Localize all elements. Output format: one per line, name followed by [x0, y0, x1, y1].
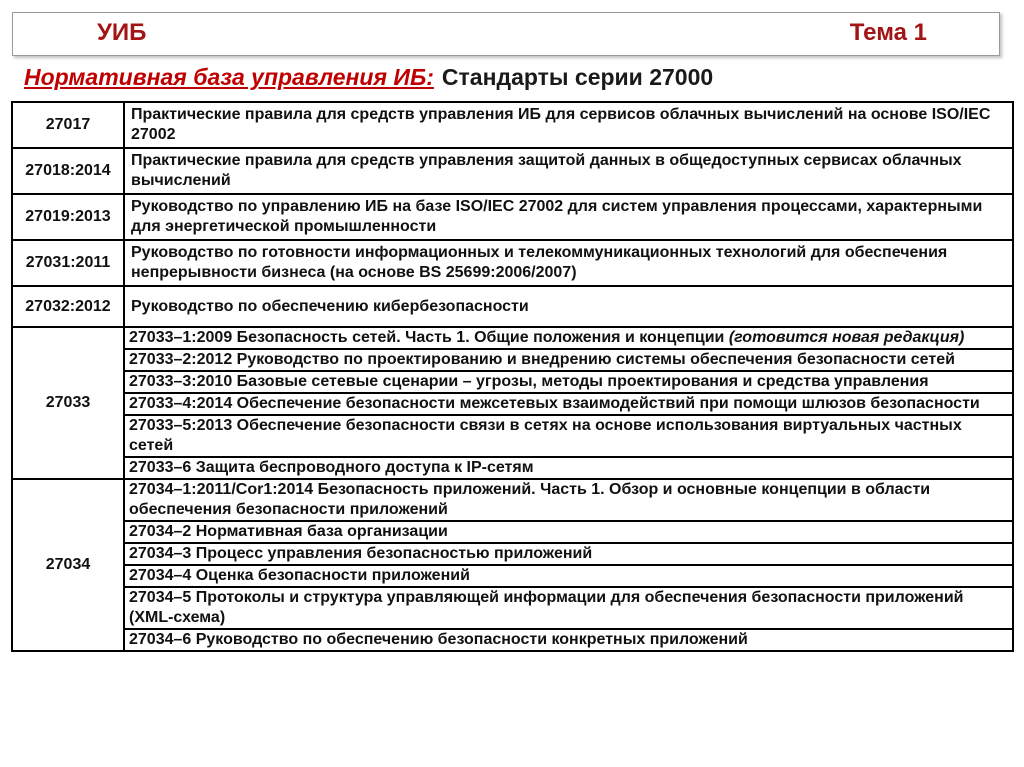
list-item — [125, 480, 1012, 521]
standard-description: Руководство по готовности информационных и телекоммуникационных технологий для обеспечения непрерывности бизнеса (на основе BS 25699:2006/2007) — [124, 240, 1013, 286]
table-row — [12, 102, 1013, 148]
substandard-text: 27034–1:2011/Cor1:2014 Безопасность приложений. Часть 1. Обзор и основные концепции в области обеспечения безопасности приложений — [125, 480, 1012, 521]
standard-code: 27019:2013 — [12, 194, 124, 240]
substandard-text: 27033–6 Защита беспроводного доступа к IP-сетям — [129, 459, 534, 476]
table-row-group-27033 — [12, 327, 1013, 479]
list-item — [125, 587, 1012, 629]
substandard-text: 27034–5 Протоколы и структура управляющей информации для обеспечения безопасности приложений (XML-схема) — [125, 587, 1012, 629]
standard-description: Руководство по управлению ИБ на базе ISO/IEC 27002 для систем управления процессами, характерными для энергетической промышленности — [124, 194, 1013, 240]
substandard-text: 27034–3 Процесс управления безопасностью приложений — [125, 543, 1012, 565]
standard-code: 27031:2011 — [12, 240, 124, 286]
standard-code: 27017 — [12, 102, 124, 148]
standards-table — [11, 101, 1014, 652]
substandard-text: 27034–2 Нормативная база организации — [125, 521, 1012, 543]
list-item — [125, 457, 1012, 478]
standard-code: 27032:2012 — [12, 286, 124, 327]
list-item — [125, 629, 1012, 650]
table-row — [12, 240, 1013, 286]
table-row — [12, 286, 1013, 327]
page-title — [24, 64, 713, 91]
standard-description: Практические правила для средств управления защитой данных в общедоступных сервисах облачных вычислений — [124, 148, 1013, 194]
standard-code: 27033 — [12, 327, 124, 479]
header-right-label: Тема 1 — [849, 19, 927, 46]
list-item — [125, 415, 1012, 457]
substandard-text: 27034–6 Руководство по обеспечению безопасности конкретных приложений — [129, 631, 748, 648]
table-row — [12, 194, 1013, 240]
substandard-text: 27033–4:2014 Обеспечение безопасности межсетевых взаимодействий при помощи шлюзов безопасности — [125, 393, 1012, 415]
table-row — [12, 148, 1013, 194]
header-left-label: УИБ — [97, 19, 147, 46]
list-item — [125, 543, 1012, 565]
list-item — [125, 393, 1012, 415]
list-item — [125, 371, 1012, 393]
substandards-27034 — [125, 480, 1012, 650]
standard-description: Практические правила для средств управления ИБ для сервисов облачных вычислений на основе ISO/IEC 27002 — [124, 102, 1013, 148]
substandard-text: 27033–2:2012 Руководство по проектированию и внедрению системы обеспечения безопасности сетей — [125, 349, 1012, 371]
substandard-text: 27033–1:2009 Безопасность сетей. Часть 1. Общие положения и концепции — [129, 329, 729, 346]
list-item — [125, 349, 1012, 371]
header-bar — [12, 12, 1000, 56]
standard-code: 27034 — [12, 479, 124, 651]
standard-code: 27018:2014 — [12, 148, 124, 194]
standard-description: Руководство по обеспечению кибербезопасности — [124, 286, 1013, 327]
title-red-part: Нормативная база управления ИБ: — [24, 64, 434, 90]
list-item — [125, 521, 1012, 543]
substandard-text: 27034–4 Оценка безопасности приложений — [125, 565, 1012, 587]
substandard-text: 27033–5:2013 Обеспечение безопасности связи в сетях на основе использования виртуальных частных сетей — [125, 415, 1012, 457]
substandard-text: 27033–3:2010 Базовые сетевые сценарии – угрозы, методы проектирования и средства управления — [125, 371, 1012, 393]
substandards-27033 — [125, 328, 1012, 478]
table-row-group-27034 — [12, 479, 1013, 651]
list-item — [125, 565, 1012, 587]
substandard-note: (готовится новая редакция) — [728, 329, 965, 346]
list-item — [125, 328, 1012, 349]
title-black-part: Стандарты серии 27000 — [441, 64, 714, 90]
